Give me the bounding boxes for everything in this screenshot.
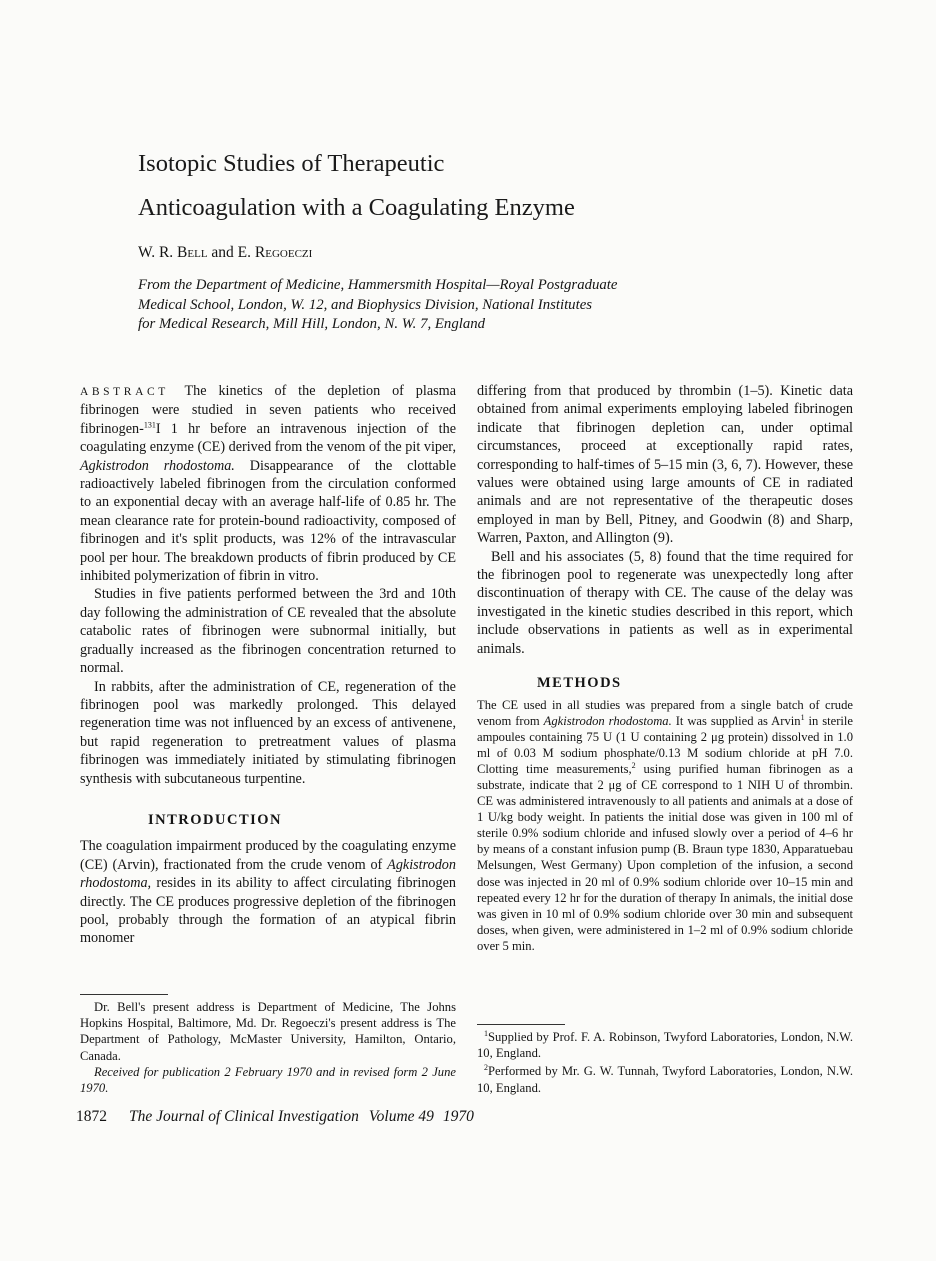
right-column <box>477 382 853 954</box>
page-number: 1872 <box>76 1108 107 1125</box>
abstract-text: I 1 hr before an intravenous injection of the coagulating enzyme (CE) derived from the venom of the pit viper, <box>80 420 456 456</box>
intro-paragraph-continued: differing from that produced by thrombin (1–5). Kinetic data obtained from animal experiments employing labeled fibrinogen indicate that fibrinogen depletion can, under optimal circumstances, proceed at exceptionally rapid rates, corresponding to half-times of 5–15 min (3, 6, 7). However, these values were obtained using large amounts of CE in radiated animals and are not representative of the therapeutic doses employed in man by Bell, Pitney, and Goodwin (8) and Sharp, Warren, Paxton, and Allington (9). <box>477 383 853 547</box>
author-1-initials: W. R. <box>138 244 178 261</box>
abstract-text: The kinetics of the depletion of plasma fibrinogen were studied in seven patients who received fibrinogen- <box>80 383 456 437</box>
methods-heading: METHODS <box>537 675 622 692</box>
affiliation-line-2: Medical School, London, W. 12, and Biophysics Division, National Institutes <box>138 296 593 313</box>
abstract-paragraph-2: Studies in five patients performed between the 3rd and 10th day following the administration of CE revealed that the absolute catabolic rates of fibrinogen were subnormal initially, but gradually increased as the fibrinogen concentration returned to normal. <box>80 586 456 677</box>
methods-text: It was supplied as Arvin <box>671 713 801 728</box>
author-2-surname: Regoeczi <box>254 244 313 261</box>
introduction-heading: INTRODUCTION <box>148 811 283 828</box>
footnote-ref-2: 2 <box>631 760 636 770</box>
species-name: Agkistrodon rhodostoma. <box>543 713 672 728</box>
species-name: Agkistrodon rhodostoma. <box>80 457 235 474</box>
page-footer <box>76 1108 474 1126</box>
received-footnote: Received for publication 2 February 1970 and in revised form 2 June 1970. <box>80 1064 456 1096</box>
affiliation-line-1: From the Department of Medicine, Hammersmith Hospital—Royal Postgraduate <box>138 277 618 293</box>
title-line-1: Isotopic Studies of Therapeutic <box>138 150 445 177</box>
isotope-superscript: 131 <box>143 420 156 430</box>
footnote-1 <box>477 1029 853 1061</box>
footnotes-right <box>477 1029 853 1098</box>
journal-year: 1970 <box>442 1108 474 1125</box>
author-1-surname: Bell <box>177 244 208 261</box>
abstract-paragraph-1 <box>80 382 456 585</box>
abstract-paragraph-3: In rabbits, after the administration of CE, regeneration of the fibrinogen pool was markedly prolonged. This delayed regeneration time was not influenced by an excess of antivenene, but rapid regeneration to pretreatment values of plasma fibrinogen was immediately initiated by stimulating fibrinogen synthesis with subcutaneous turpentine. <box>80 678 456 787</box>
footnote-1-mark: 1 <box>484 1028 488 1038</box>
footnotes-left <box>80 999 456 1096</box>
abstract-text: Disappearance of the clottable radioactively labeled fibrinogen from the circulation conformed to an exponential decay with an average half-life of 0.85 hr. The mean clearance rate for protein-bound radioactivity, composed of fibrinogen and it's split products, was 12% of the intravascular pool per hour. The breakdown products of fibrin produced by CE inhibited polymerization of fibrin in vitro. <box>80 457 456 585</box>
footnote-1-text: Supplied by Prof. F. A. Robinson, Twyford Laboratories, London, N.W. 10, England. <box>477 1030 853 1061</box>
title-line-2: Anticoagulation with a Coagulating Enzyme <box>138 194 575 221</box>
journal-volume: Volume 49 <box>368 1108 434 1125</box>
affiliation <box>138 276 738 335</box>
footnote-divider-right <box>477 1024 565 1025</box>
methods-paragraph-1 <box>477 697 853 955</box>
introduction-paragraph-1 <box>80 837 456 947</box>
author-conjunction: and E. <box>207 244 255 261</box>
species-name: Agkistrodon rhodostoma, <box>80 856 456 892</box>
intro-paragraph-2: Bell and his associates (5, 8) found that the time required for the fibrinogen pool to regenerate was unexpectedly long after discontinuation of therapy with CE. The cause of the delay was investigated in the kinetic studies described in this report, which include observations in patients as well as in experimental animals. <box>477 548 853 657</box>
footnote-2-text: Performed by Mr. G. W. Tunnah, Twyford Laboratories, London, N.W. 10, England. <box>477 1064 853 1095</box>
author-line <box>138 244 312 262</box>
left-column <box>80 382 456 948</box>
article-title <box>138 142 778 230</box>
methods-text: The CE used in all studies was prepared from a single batch of crude venom from <box>477 697 853 728</box>
address-footnote: Dr. Bell's present address is Department of Medicine, The Johns Hopkins Hospital, Baltimore, Md. Dr. Regoeczi's present address is The Department of Pathology, McMaster University, Hamilton, Ontario, Canada. <box>80 1000 456 1063</box>
affiliation-line-3: for Medical Research, Mill Hill, London, N. W. 7, England <box>138 316 486 332</box>
journal-name: The Journal of Clinical Investigation <box>129 1108 359 1125</box>
footnote-divider-left <box>80 994 168 995</box>
intro-text: resides in its ability to affect circulating fibrinogen directly. The CE produces progressive depletion of the fibrinogen pool, probably through the formation of an atypical fibrin monomer <box>80 875 456 947</box>
footnote-2 <box>477 1063 853 1095</box>
methods-text: using purified human fibrinogen as a substrate, indicate that 2 μg of CE correspond to 1 NIH U of thrombin. CE was administered intravenously to all patients and animals at a dose of 1 U/kg body weight. In patients the initial dose was given in 100 ml of sterile 0.9% sodium chloride and infused slowly over a period of 4–6 hr by means of a constant infusion pump (B. Braun type 1830, Apparatuebau Melsungen, West Germany) Upon completion of the infusion, a second dose was injected in 20 ml of 0.9% sodium chloride over 10–15 min and repeated every 12 hr for the duration of therapy In animals, the initial dose was given in 10 ml of 0.9% sodium chloride over 30 min and subsequent doses, when given, were administered in 1–2 ml of 0.9% sodium chloride over 5 min. <box>477 761 853 953</box>
footnote-2-mark: 2 <box>484 1063 488 1073</box>
footnote-ref-1: 1 <box>800 712 805 722</box>
methods-text: in sterile ampoules containing 75 U (1 U containing 2 μg protein) dissolved in 1.0 ml of 0.03 M sodium phosphate/0.13 M sodium chloride at pH 7.0. Clotting time measurements, <box>477 713 853 776</box>
intro-text: The coagulation impairment produced by the coagulating enzyme (CE) (Arvin), fractionated from the crude venom of <box>80 838 456 873</box>
abstract-label: ABSTRACT <box>80 386 169 398</box>
